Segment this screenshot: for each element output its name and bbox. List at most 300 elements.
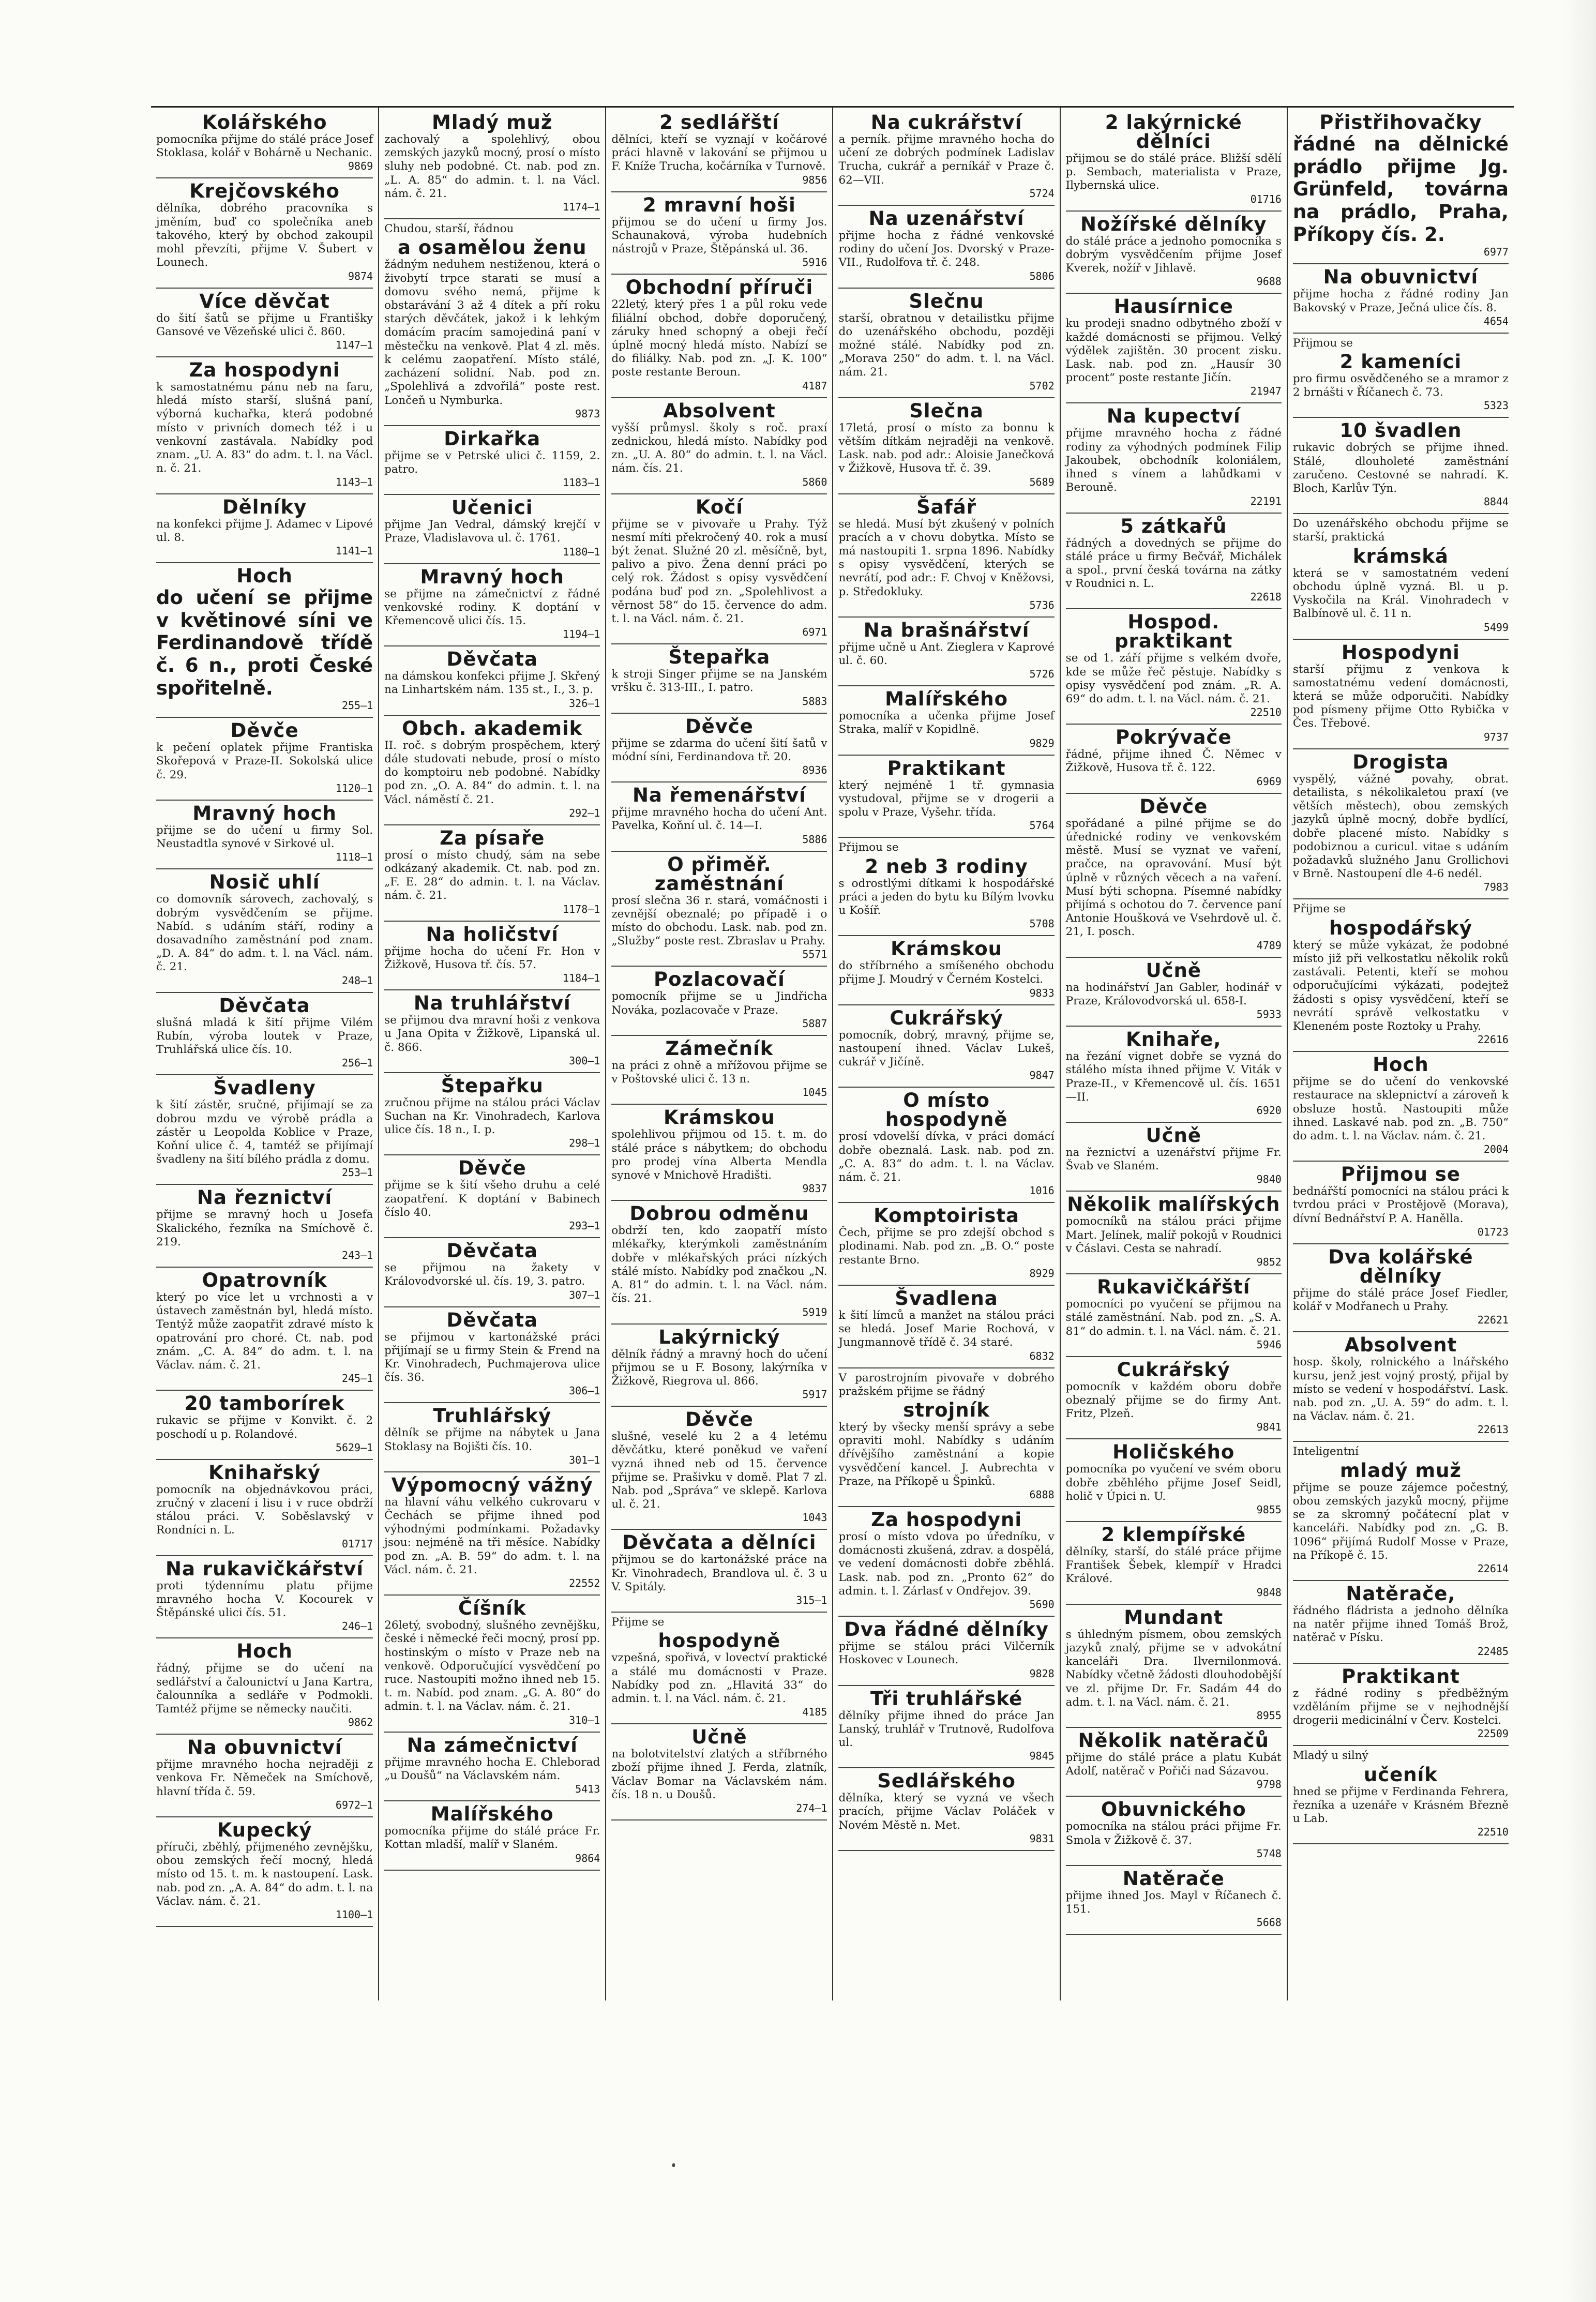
classified-ad bbox=[838, 1620, 1054, 1679]
ad-separator-rule bbox=[1293, 1843, 1509, 1844]
ad-separator-rule bbox=[838, 1087, 1054, 1088]
ad-reference-number: 9828 bbox=[1029, 1667, 1055, 1680]
ad-separator-rule bbox=[611, 493, 827, 494]
classified-ad bbox=[384, 994, 600, 1067]
ad-headline: O přiměř. zaměstnání bbox=[654, 853, 784, 895]
classified-ad bbox=[838, 689, 1054, 749]
ad-headline: 2 klempířské bbox=[1101, 1524, 1246, 1546]
classified-ad bbox=[156, 996, 373, 1070]
ad-separator-rule bbox=[611, 1323, 827, 1325]
ad-body-text: 17letá, prosí o místo za bonnu k větším dítkám nejraději na venkově. Lask. nab. pod adr.: Aloisie Janečková v Žižkově, Husova tř. č. 39. bbox=[838, 421, 1055, 475]
ad-separator-rule bbox=[156, 288, 373, 289]
ad-body-text: co domovník sárovech, zachovalý, s dobrým vysvědčením se přijme. Nabíd. s udáním stáří, rodiny a dosavadního zaměstnání pod znam. „D. A. 84“ do adm. t. l. na Václ. nám. č. 21. bbox=[156, 893, 373, 974]
ad-body-text: přijme hocha z řádné venkovské rodiny do učení Jos. Dvorský v Praze-VII., Rudolfova tř. č. 248. bbox=[838, 229, 1055, 269]
classified-ad bbox=[1293, 1667, 1509, 1740]
classified-ad bbox=[838, 1289, 1054, 1362]
ad-body-text: spořádané a pilné přijme se do úřednické rodiny ve venkovském městě. Musí se vyznat ve vaření, pračce, na opravování. Musí být úplně v různých věcech a na vaření. Musí býti schopna. Písemné nabídky přijímá s ochotou do 7. července paní Antonie Houšková ve Vsehrdově ul. č. 21, I. posch. bbox=[1065, 817, 1282, 939]
ad-reference-number: 6969 bbox=[1256, 775, 1282, 788]
ad-body-text: přijme Jan Vedral, dámský krejčí v Praze, Vladislavova ul. č. 1761. bbox=[384, 518, 600, 545]
classified-ad bbox=[384, 1406, 600, 1466]
ad-body-text: s úhledným písmem, obou zemských jazyků znalý, přijme se v advokátní kanceláři Dra. Ilvernilonmová. Nabídky včetně žádosti dlouhodobější ve zl. přijme Dr. Fr. Sadám 44 do adm. t. l. na Václ. nám. č. 21. bbox=[1065, 1628, 1282, 1709]
ad-body-text: přijme se pouze zájemce počestný, obou zemských jazyků mocný, přijme se za skromný počátecní plat v kanceláři. Nabídky pod zn. „G. B. 1096“ přijímá Rudolf Mosse v Praze, na Příkopě č. 15. bbox=[1292, 1481, 1509, 1562]
ad-separator-rule bbox=[611, 1819, 827, 1820]
ad-reference-number: 5413 bbox=[575, 1783, 600, 1796]
classified-ad bbox=[611, 1108, 827, 1195]
ad-separator-rule bbox=[1293, 417, 1509, 418]
ad-headline: Absolvent bbox=[663, 399, 776, 422]
ad-separator-rule bbox=[1293, 333, 1509, 334]
classified-ad bbox=[1066, 1525, 1282, 1599]
ad-reference-number: 326—1 bbox=[569, 697, 600, 710]
classified-ad bbox=[384, 1736, 600, 1795]
ad-body-text: řádný, přijme se do učení na sedlářství a čalounictví u Jana Kartra, čalounníka a sedláře v Podmokli. Tamtéž přijme se německy naučiti. bbox=[156, 1662, 373, 1716]
ad-reference-number: 307—1 bbox=[569, 1288, 600, 1301]
classified-ad bbox=[384, 1076, 600, 1150]
classified-ad bbox=[156, 1188, 373, 1261]
ad-reference-number: 6832 bbox=[1029, 1349, 1055, 1362]
ad-reference-number: 1141—1 bbox=[335, 544, 373, 557]
classified-ad bbox=[1066, 1360, 1282, 1434]
ad-headline: Slečna bbox=[909, 399, 984, 422]
ad-separator-rule bbox=[1066, 1273, 1282, 1274]
classified-ad bbox=[611, 786, 827, 845]
classified-ad bbox=[1293, 1335, 1509, 1436]
ad-headline: Nožířské dělníky bbox=[1080, 213, 1267, 235]
ad-headline: Krámskou bbox=[891, 938, 1002, 960]
classified-ad bbox=[156, 872, 373, 986]
ad-body-text: hosp. školy, rolnického a lnářského kursu, jenž jest vojný prostý, přijal by místo se vedení v hospodářství. Lask. nab. pod zn. „U. A. 59“ do adm. t. l. na Václav. nám. č. 21. bbox=[1292, 1356, 1509, 1423]
ad-headline: Děvčata bbox=[219, 994, 310, 1017]
ad-reference-number: 9847 bbox=[1029, 1069, 1055, 1082]
ad-reference-number: 1147—1 bbox=[335, 338, 373, 351]
classified-ad bbox=[384, 222, 600, 420]
ad-reference-number: 5571 bbox=[802, 948, 827, 961]
ad-reference-number: 1045 bbox=[802, 1086, 827, 1099]
ad-reference-number: 9829 bbox=[1029, 736, 1055, 749]
ad-reference-number: 255—1 bbox=[341, 699, 373, 712]
ad-headline: Krámskou bbox=[663, 1106, 775, 1129]
classified-ad bbox=[838, 1372, 1054, 1501]
ad-body-text: na práci z ohně a mřížovou přijme se v Poštovské ulici č. 13 n. bbox=[611, 1059, 827, 1086]
ad-separator-rule bbox=[838, 397, 1054, 398]
classified-ad bbox=[838, 292, 1054, 392]
ad-reference-number: 9737 bbox=[1483, 730, 1509, 743]
ad-headline: 2 neb 3 rodiny bbox=[865, 855, 1028, 878]
ad-body-text: se přijmou na žakety v Královodvorské ul. čís. 19, 3. patro. bbox=[384, 1261, 600, 1288]
ad-reference-number: 5806 bbox=[1029, 269, 1055, 282]
classified-ad bbox=[611, 1616, 827, 1718]
ad-body-text: rukavic se přijme v Konvikt. č. 2 poschodí u p. Rolandové. bbox=[156, 1414, 373, 1441]
ad-body-text: přijme se do učení u firmy Sol. Neustadtla synové v Sirkové ul. bbox=[156, 823, 373, 851]
ad-body-text: se od 1. září přijme s velkém dvoře, kde se může řeč pěstuje. Nabídky s opisy vysvědčení pod znám. „R. A. 69“ do adm. t. l. na Václ. nám. č. 21. bbox=[1065, 652, 1282, 706]
classified-ad bbox=[1066, 1195, 1282, 1268]
ad-separator-rule bbox=[384, 1732, 600, 1733]
ad-separator-rule bbox=[611, 713, 827, 714]
ink-dot bbox=[672, 2163, 675, 2167]
ad-reference-number: 22616 bbox=[1477, 1033, 1509, 1046]
ad-body-text: přijme mravného hocha E. Chleborad „u Doušů“ na Václavském nám. bbox=[384, 1755, 600, 1782]
ad-separator-rule bbox=[156, 1637, 373, 1638]
ad-body-text: který po více let u vrchnosti a v ústavech zaměstnán byl, hledá místo. Tentýž může zaopatřit zdravé místo k opatrování pro choré. Ct. nab. pod znám. „C. A. 84“ do adm. t. l. na Václav. nám. č. 21. bbox=[156, 1291, 373, 1372]
ad-separator-rule bbox=[1293, 639, 1509, 640]
ad-body-text: dělníka, dobrého pracovníka s jměním, buď co společníka aneb takového, který by obchod zakoupil mohl převzíti, přijme V. Šubert v Lounech. bbox=[156, 202, 373, 269]
classified-ad bbox=[384, 498, 600, 558]
ad-separator-rule bbox=[156, 1074, 373, 1075]
ad-body-text: který by všecky menší správy a sebe opraviti mohl. Nabídky s udáním dřívějšího zaměstnání a kopie vysvědčení kancel. J. Aubrechta v Praze, na Příkopě u Špinků. bbox=[838, 1420, 1055, 1488]
column-1 bbox=[151, 108, 378, 2000]
ad-headline: Obch. akademik bbox=[402, 717, 583, 740]
ad-body-text: do stříbrného a smíšeného obchodu přijme J. Moudrý v Černém Kostelci. bbox=[838, 959, 1055, 986]
ad-headline: Hoch bbox=[236, 1640, 293, 1663]
classified-ad bbox=[1293, 1247, 1509, 1326]
ad-headline: Obchodní příruči bbox=[625, 276, 814, 299]
ad-headline: Kupecký bbox=[217, 1818, 312, 1841]
ad-headline: Dělníky bbox=[222, 495, 307, 518]
ad-separator-rule bbox=[384, 425, 600, 426]
ad-separator-rule bbox=[156, 1734, 373, 1735]
ad-separator-rule bbox=[1293, 1745, 1509, 1746]
ad-reference-number: 5916 bbox=[802, 256, 827, 269]
classified-ad bbox=[1066, 797, 1282, 952]
ad-separator-rule bbox=[384, 1594, 600, 1596]
classified-ad bbox=[156, 1738, 373, 1811]
ad-separator-rule bbox=[611, 397, 827, 398]
ad-headline: hospodyně bbox=[658, 1630, 781, 1652]
ad-reference-number: 306—1 bbox=[569, 1385, 600, 1397]
ad-body-text: k stroji Singer přijme se na Janském vršku č. 313-III., I. patro. bbox=[611, 668, 827, 695]
ad-separator-rule bbox=[384, 1306, 600, 1307]
ad-body-text: slušné, veselé ku 2 a 4 letému děvčátku, které poněkud ve vaření vyzná ihned neb od 15. července přijme se. Prašivku v domě. Plat 7 zl. Nab. pod „Správa“ ve sklepě. Karlova ul. č. 21. bbox=[611, 1430, 827, 1511]
ad-headline: Kolářského bbox=[202, 111, 327, 133]
ad-reference-number: 253—1 bbox=[341, 1166, 373, 1179]
ad-separator-rule bbox=[838, 1850, 1054, 1851]
ad-reference-number: 9856 bbox=[802, 173, 827, 186]
ad-reference-number: 22614 bbox=[1477, 1562, 1509, 1575]
classified-ad bbox=[838, 1771, 1054, 1845]
ad-body-text: Čech, přijme se pro zdejší obchod s plodinami. Nab. pod zn. „B. O.“ poste restante Brno. bbox=[838, 1226, 1055, 1267]
ad-body-text: pomocník na objednávkovou práci, zručný v zlacení i lisu i v ruce obdrží stálou práci. V. Soběslavský v Rondníci n. L. bbox=[156, 1483, 373, 1537]
ad-body-text: pomocníka přijme do stálé práce Josef Stoklasa, kolář v Bohárně u Nechanic. bbox=[156, 133, 373, 160]
ad-reference-number: 5708 bbox=[1029, 917, 1055, 930]
ad-separator-rule bbox=[1066, 1438, 1282, 1439]
ad-reference-number: 9845 bbox=[1029, 1750, 1055, 1763]
ad-reference-number: 5946 bbox=[1256, 1338, 1282, 1351]
ad-lead-text: Přijmou se bbox=[838, 841, 899, 854]
ad-headline: Pokrývače bbox=[1115, 726, 1232, 749]
ad-separator-rule bbox=[838, 685, 1054, 686]
ad-headline: Učně bbox=[691, 1726, 747, 1749]
classified-ad bbox=[838, 1510, 1054, 1611]
ad-headline: učeník bbox=[1363, 1763, 1438, 1786]
ad-headline: hospodářský bbox=[1329, 916, 1472, 939]
ad-reference-number: 9833 bbox=[1029, 986, 1055, 999]
ad-separator-rule bbox=[611, 1035, 827, 1036]
classified-ad bbox=[1066, 407, 1282, 507]
ad-separator-rule bbox=[1066, 793, 1282, 794]
ad-separator-rule bbox=[611, 851, 827, 852]
ad-headline: Zámečník bbox=[665, 1037, 774, 1060]
ad-separator-rule bbox=[1066, 1727, 1282, 1728]
ad-body-text: dělníka, který se vyzná ve všech pracích, přijme Václav Poláček v Novém Městě n. Met. bbox=[838, 1792, 1055, 1832]
ad-separator-rule bbox=[838, 1506, 1054, 1507]
classified-ad bbox=[1066, 1869, 1282, 1929]
ad-reference-number: 22485 bbox=[1477, 1645, 1509, 1658]
ad-separator-rule bbox=[156, 868, 373, 869]
ad-body-text: bednářští pomocníci na stálou práci k tvrdou práci v Prostějově (Morava), dívní Bednářství P. A. Hanělla. bbox=[1292, 1185, 1509, 1225]
ad-separator-rule bbox=[611, 781, 827, 783]
ad-headline: Tři truhlářské bbox=[870, 1687, 1023, 1710]
ad-separator-rule bbox=[384, 715, 600, 716]
ad-separator-rule bbox=[1293, 263, 1509, 264]
ad-separator-rule bbox=[1066, 1191, 1282, 1192]
ad-headline: Děvče bbox=[685, 1408, 754, 1431]
ad-body-text: do šití šatů se přijme u Františky Gansové ve Vězeňské ulici č. 860. bbox=[156, 311, 373, 338]
ad-reference-number: 5736 bbox=[1029, 598, 1055, 611]
classified-ad bbox=[1292, 750, 1509, 894]
ad-lead-text: Chudou, starší, řádnou bbox=[384, 222, 514, 236]
ad-headline: Děvče bbox=[1139, 795, 1208, 818]
ad-body-text: starší přijmu z venkova k samostatnému vedení domácnosti, která se může odporučiti. Nabídky pod písmeny přijme Otto Rybička v Čes. Třebové. bbox=[1292, 663, 1509, 730]
ad-separator-rule bbox=[1066, 513, 1282, 514]
ad-reference-number: 01723 bbox=[1477, 1225, 1509, 1238]
ad-headline: Knihařský bbox=[208, 1461, 321, 1484]
ad-headline: Více děvčat bbox=[199, 290, 330, 312]
ad-headline: Nosič uhlí bbox=[209, 871, 320, 894]
ad-reference-number: 7983 bbox=[1483, 881, 1509, 894]
ad-headline: Na obuvnictví bbox=[1323, 266, 1479, 289]
column-6 bbox=[1287, 108, 1514, 2000]
ad-headline: Děvčata bbox=[446, 1308, 538, 1331]
ad-separator-rule bbox=[156, 717, 373, 718]
ad-headline: Za hospodyni bbox=[871, 1509, 1022, 1531]
ad-reference-number: 1043 bbox=[802, 1511, 827, 1524]
ad-body-text: přijme učně u Ant. Zieglera v Kaprové ul. č. 60. bbox=[838, 640, 1055, 668]
ad-separator-rule bbox=[156, 1459, 373, 1460]
ad-headline: Komptoiristа bbox=[874, 1205, 1020, 1227]
ad-separator-rule bbox=[838, 616, 1054, 618]
ad-reference-number: 4185 bbox=[802, 1706, 827, 1719]
ad-headline: Děvče bbox=[685, 715, 754, 738]
ad-headline: O místo hospodyně bbox=[885, 1089, 1008, 1131]
ad-body-text: pro firmu osvědčeného se a mramor z 2 brnášti v Říčanech č. 73. bbox=[1292, 372, 1509, 399]
ad-headline: Děvčata bbox=[446, 1240, 538, 1262]
ad-headline: Děvčata bbox=[446, 648, 538, 671]
ad-headline: 10 švadlen bbox=[1339, 419, 1462, 442]
ad-reference-number: 2004 bbox=[1483, 1143, 1509, 1156]
ad-reference-number: 9837 bbox=[802, 1182, 827, 1195]
ad-separator-rule bbox=[838, 1767, 1054, 1768]
classified-ad bbox=[1066, 1126, 1282, 1185]
ad-body-text: rukavic dobrých se přijme ihned. Stálé, dlouholeté zaměstnání zaručeno. Cestovné se nahradí. K. Bloch, Karlův Týn. bbox=[1292, 441, 1509, 495]
ad-body-text: přijme mravného hocha z řádné rodiny za výhodných podmínek Filip Jakoubek, obchodník koloniálem, ihned s vínem a lahůdkami v Berouně. bbox=[1065, 427, 1282, 494]
ad-reference-number: 245—1 bbox=[341, 1372, 373, 1385]
classified-ad bbox=[611, 401, 827, 488]
classified-ad bbox=[384, 826, 600, 915]
classified-ad bbox=[156, 1394, 373, 1453]
ad-headline: Knihaře, bbox=[1126, 1028, 1222, 1051]
ad-body-text: k pečení oplatek přijme Frantiska Skořepová v Praze-II. Sokolská ulice č. 29. bbox=[156, 741, 373, 781]
classified-ad bbox=[1066, 1608, 1282, 1722]
classified-ad bbox=[156, 292, 373, 351]
classified-ad bbox=[156, 1559, 373, 1633]
ad-body-text: přijme se v Petrské ulici č. 1159, 2. patro. bbox=[384, 449, 600, 476]
ad-headline: Na obuvnictví bbox=[187, 1736, 342, 1759]
ad-separator-rule bbox=[384, 1870, 600, 1871]
classified-ad bbox=[1066, 1731, 1282, 1791]
ad-separator-rule bbox=[156, 1184, 373, 1185]
ad-separator-rule bbox=[1066, 402, 1282, 403]
ad-separator-rule bbox=[838, 837, 1054, 838]
ad-reference-number: 1016 bbox=[1029, 1184, 1055, 1197]
ad-reference-number: 310—1 bbox=[569, 1713, 600, 1726]
column-5 bbox=[1060, 108, 1287, 2000]
ad-headline: 20 tamborírek bbox=[184, 1392, 345, 1415]
classified-ad bbox=[1293, 902, 1509, 1046]
ad-separator-rule bbox=[384, 1237, 600, 1238]
ad-reference-number: 5689 bbox=[1029, 475, 1055, 488]
ad-reference-number: 5887 bbox=[802, 1017, 827, 1030]
ad-separator-rule bbox=[611, 191, 827, 192]
ad-reference-number: 8929 bbox=[1029, 1267, 1055, 1280]
ad-headline: 2 lakýrnické dělníci bbox=[1105, 111, 1242, 153]
ad-headline: Na cukrářství bbox=[870, 111, 1022, 133]
ad-reference-number: 9874 bbox=[348, 269, 373, 282]
ad-body-text: k samostatnému pánu neb na faru, hledá místo starší, slušná paní, výborná kuchařka, která podobné místo v privních domech též i u venkovní zastávala. Nabídky pod znam. „U. A. 83“ do adm. t. l. na Václ. n. č. 21. bbox=[156, 380, 373, 475]
ad-headline: Štepařka bbox=[668, 646, 771, 669]
classified-ad bbox=[1293, 1584, 1509, 1658]
ad-separator-rule bbox=[1066, 1521, 1282, 1522]
ad-reference-number: 4654 bbox=[1483, 314, 1509, 327]
ad-body-text: přijme se zdarma do učení šití šatů v módní síni, Ferdinandova tř. 20. bbox=[611, 736, 827, 763]
ad-separator-rule bbox=[156, 562, 373, 563]
ad-separator-rule bbox=[1293, 1243, 1509, 1244]
column-2 bbox=[378, 108, 605, 2000]
classified-ad bbox=[838, 1006, 1055, 1082]
ad-reference-number: 6977 bbox=[1483, 246, 1509, 259]
ad-headline: Mladý muž bbox=[432, 111, 553, 133]
ad-separator-rule bbox=[838, 1685, 1054, 1686]
classified-ad bbox=[611, 648, 827, 707]
ad-headline: Hausírnice bbox=[1113, 295, 1233, 318]
ad-headline: 5 zátkařů bbox=[1120, 515, 1227, 537]
ad-headline: Truhlářský bbox=[433, 1405, 552, 1427]
classified-ad bbox=[384, 1308, 600, 1397]
ad-headline: a osamělou ženu bbox=[397, 236, 587, 259]
ad-reference-number: 6920 bbox=[1256, 1104, 1282, 1117]
ad-body-text: se přijmou dva mravní hoši z venkova u Jana Opita v Žižkově, Lipanská ul. č. 866. bbox=[384, 1014, 600, 1054]
ad-separator-rule bbox=[384, 645, 600, 646]
ad-reference-number: 6888 bbox=[1029, 1488, 1055, 1501]
ad-separator-rule bbox=[384, 921, 600, 922]
classified-ad bbox=[156, 721, 373, 794]
ad-body-text: pomocník v každém oboru dobře obeznalý přijme se do firmy Ant. Fritz, Plzeň. bbox=[1065, 1380, 1282, 1421]
ad-body-text: přijme do stálé práce Josef Fiedler, kolář v Modřanech u Prahy. bbox=[1292, 1286, 1509, 1314]
classified-ad bbox=[156, 1078, 373, 1179]
ad-reference-number: 01717 bbox=[341, 1537, 373, 1550]
ad-separator-rule bbox=[1066, 1122, 1282, 1123]
classified-ad bbox=[1293, 643, 1509, 743]
ad-separator-rule bbox=[838, 288, 1054, 289]
ad-body-text: řádných a dovedných se přijme do stálé práce u firmy Bečvář, Michálek a spol., první česká továrna na zátky v Roudnici n. L. bbox=[1065, 536, 1282, 591]
ad-body-text: obdrží ten, kdo zaopatří místo mlékařky, kterýmkoli zaměstnáním dobře v mlékařských práci nízkých stálé místo. Nabídky pod značkou „N. A. 81“ do admin. t. l. na Václ. nám. čís. 21. bbox=[611, 1224, 827, 1305]
ad-headline: Dva kolářské dělníky bbox=[1328, 1245, 1473, 1287]
ad-separator-rule bbox=[156, 177, 373, 178]
classified-ad bbox=[838, 1091, 1054, 1197]
ad-lead-text: Do uzenářského obchodu přijme se starší, praktická bbox=[1292, 517, 1509, 544]
ad-separator-rule bbox=[384, 1402, 600, 1403]
classified-ad bbox=[838, 759, 1054, 832]
ad-separator-rule bbox=[1066, 1796, 1282, 1797]
ad-separator-rule bbox=[384, 989, 600, 990]
ad-headline: strojník bbox=[903, 1398, 990, 1421]
ad-reference-number: 22510 bbox=[1250, 706, 1282, 719]
ad-headline: 2 kameníci bbox=[1339, 350, 1462, 373]
ad-separator-rule bbox=[1066, 1604, 1282, 1605]
newspaper-classifieds-page bbox=[151, 106, 1514, 2000]
ad-lead-text: Přijmou se bbox=[1292, 336, 1353, 350]
ad-reference-number: 9841 bbox=[1256, 1421, 1282, 1434]
ad-body-text: vzpešná, spořivá, v lovectví praktické a stálé mu domácnosti v Praze. Nabídky pod zn. „Hlavitá 33“ do admin. t. l. na Václ. nám. č. 21. bbox=[611, 1651, 827, 1705]
ad-separator-rule bbox=[611, 1529, 827, 1530]
ad-body-text: přijme mravného hocha do učení Ant. Pavelka, Koňní ul. č. 14—I. bbox=[611, 806, 827, 833]
ad-body-text: na dámskou konfekci přijme J. Skřený na Linhartském nám. 135 st., I., 3. p. bbox=[384, 670, 600, 697]
ad-separator-rule bbox=[611, 1104, 827, 1105]
ad-reference-number: 5860 bbox=[802, 475, 827, 488]
ad-headline: Na kupectví bbox=[1106, 405, 1241, 428]
ad-body-text: a perník. přijme mravného hocha do učení ze dobrých podmínek Ladislav Trucha, cukrář a perníkář v Praze č. 62—VII. bbox=[838, 133, 1055, 187]
ad-headline: Malířského bbox=[430, 1803, 554, 1826]
ad-headline: Holičského bbox=[1112, 1441, 1235, 1464]
column-3 bbox=[605, 108, 832, 2000]
ad-headline: krámská bbox=[1352, 545, 1449, 567]
classified-ad bbox=[611, 1533, 827, 1606]
classified-ad bbox=[156, 360, 373, 488]
classified-ad bbox=[611, 113, 827, 186]
ad-headline: Šafář bbox=[916, 495, 977, 518]
ad-lead-text: V parostrojním pivovaře v dobrého pražském přijme se řádný bbox=[838, 1371, 1055, 1398]
classified-ad bbox=[156, 566, 373, 712]
ad-reference-number: 5883 bbox=[802, 695, 827, 708]
ad-headline: Na holičství bbox=[426, 923, 559, 945]
ad-headline: Děvče bbox=[458, 1157, 526, 1180]
ad-headline: Učně bbox=[1146, 959, 1201, 982]
ad-separator-rule bbox=[1066, 608, 1282, 609]
classified-ad bbox=[384, 1804, 600, 1864]
classified-ad bbox=[1293, 421, 1509, 508]
classified-ad bbox=[838, 1206, 1054, 1280]
ad-reference-number: 1178—1 bbox=[563, 902, 600, 915]
ad-body-text: prosí vdovelší dívka, v práci domácí dobře obeznalá. Lask. nab. pod zn. „C. A. 83“ do adm. t. l. na Václav. nám. č. 21. bbox=[838, 1130, 1055, 1184]
ad-body-text: do učení se přijme v květinové síni ve Ferdinandově třídě č. 6 n., proti České spořitelně. bbox=[156, 586, 373, 699]
ad-separator-rule bbox=[384, 218, 600, 219]
ad-headline: Lakýrnický bbox=[658, 1326, 780, 1348]
ad-reference-number: 5690 bbox=[1029, 1598, 1055, 1611]
ad-reference-number: 5668 bbox=[1256, 1916, 1282, 1929]
classified-ad bbox=[611, 1204, 827, 1318]
ad-headline: Kočí bbox=[695, 495, 743, 518]
ad-separator-rule bbox=[384, 1154, 600, 1155]
ad-separator-rule bbox=[1293, 513, 1509, 514]
classified-ad bbox=[838, 621, 1054, 680]
ad-separator-rule bbox=[156, 1816, 373, 1817]
ad-separator-rule bbox=[838, 205, 1054, 206]
ad-body-text: vyspělý, vážné povahy, obrat. detailista, s nékolikaletou praxí (ve větších městech), obou zemských jazyků úplně mocný, dobře bydlící, dobře placené místo. Nabídky s podobiznou a curicul. vitae s udáním požadavků služného Janu Grollichovi v Brně. Nastoupení dle 4-6 nedél. bbox=[1292, 772, 1509, 881]
ad-separator-rule bbox=[838, 1004, 1054, 1005]
ad-separator-rule bbox=[1066, 1934, 1282, 1935]
ad-reference-number: 8844 bbox=[1483, 495, 1509, 508]
ad-body-text: řádné, přijme ihned Č. Němec v Žižkově, Husova tř. č. 122. bbox=[1065, 748, 1282, 775]
classified-ad bbox=[838, 841, 1054, 930]
